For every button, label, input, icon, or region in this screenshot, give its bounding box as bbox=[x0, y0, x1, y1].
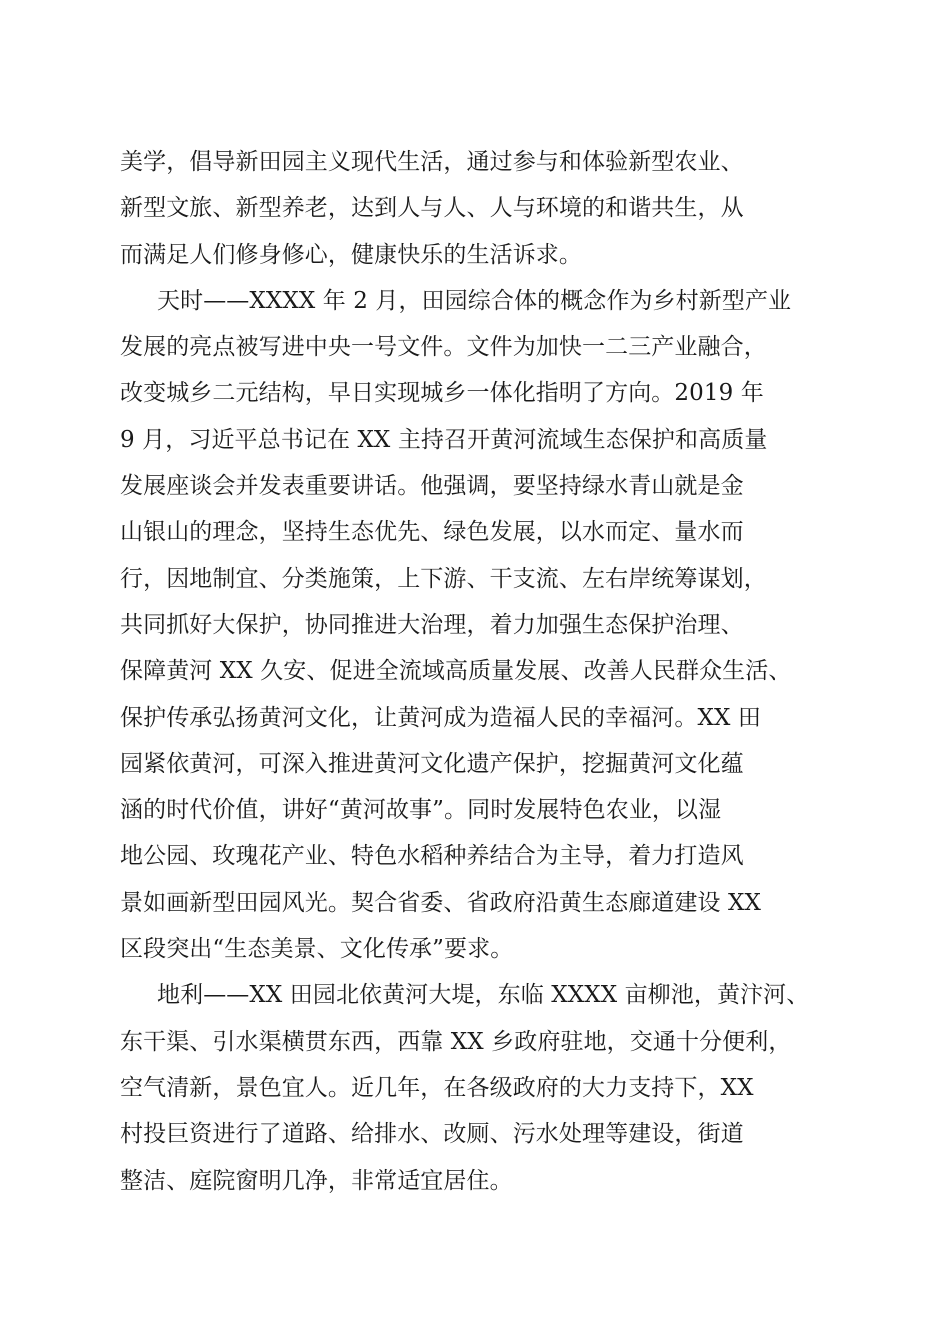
text-line: 园紧依黄河，可深入推进黄河文化遗产保护，挖掘黄河文化蕴 bbox=[120, 750, 744, 777]
text-line: 空气清新，景色宜人。近几年，在各级政府的大力支持下，XX bbox=[120, 1074, 754, 1101]
text-line: 涵的时代价值，讲好“黄河故事”。同时发展特色农业，以湿 bbox=[120, 797, 722, 824]
text-line: 改变城乡二元结构，早日实现城乡一体化指明了方向。2019 年 bbox=[120, 380, 764, 407]
text-line: 共同抓好大保护，协同推进大治理，着力加强生态保护治理、 bbox=[120, 611, 744, 638]
text-line: 东干渠、引水渠横贯东西，西靠 XX 乡政府驻地，交通十分便利， bbox=[120, 1028, 792, 1055]
text-line: 发展座谈会并发表重要讲话。他强调，要坚持绿水青山就是金 bbox=[120, 473, 744, 500]
text-line: 保护传承弘扬黄河文化，让黄河成为造福人民的幸福河。XX 田 bbox=[120, 704, 761, 731]
text-line: 而满足人们修身修心，健康快乐的生活诉求。 bbox=[120, 241, 582, 268]
text-line: 新型文旅、新型养老，达到人与人、人与环境的和谐共生，从 bbox=[120, 195, 744, 222]
text-line: 地公园、玫瑰花产业、特色水稻种养结合为主导，着力打造风 bbox=[120, 843, 744, 870]
text-line: 天时——XXXX 年 2 月，田园综合体的概念作为乡村新型产业 bbox=[157, 287, 792, 314]
text-line: 保障黄河 XX 久安、促进全流域高质量发展、改善人民群众生活、 bbox=[120, 658, 792, 685]
text-line: 山银山的理念，坚持生态优先、绿色发展，以水而定、量水而 bbox=[120, 519, 744, 546]
text-line: 行，因地制宜、分类施策，上下游、干支流、左右岸统筹谋划， bbox=[120, 565, 767, 592]
text-line: 整洁、庭院窗明几净，非常适宜居住。 bbox=[120, 1167, 513, 1194]
text-line: 景如画新型田园风光。契合省委、省政府沿黄生态廊道建设 XX bbox=[120, 889, 761, 916]
text-line: 美学，倡导新田园主义现代生活，通过参与和体验新型农业、 bbox=[120, 149, 744, 175]
text-line: 发展的亮点被写进中央一号文件。文件为加快一二三产业融合， bbox=[120, 334, 767, 361]
text-line: 村投巨资进行了道路、给排水、改厕、污水处理等建设，街道 bbox=[120, 1121, 744, 1148]
text-line: 9 月，习近平总书记在 XX 主持召开黄河流域生态保护和高质量 bbox=[120, 426, 768, 453]
text-line: 地利——XX 田园北依黄河大堤，东临 XXXX 亩柳池，黄汴河、 bbox=[157, 982, 810, 1009]
body-text bbox=[120, 139, 832, 1204]
text-line: 区段突出“生态美景、文化传承”要求。 bbox=[120, 936, 514, 963]
